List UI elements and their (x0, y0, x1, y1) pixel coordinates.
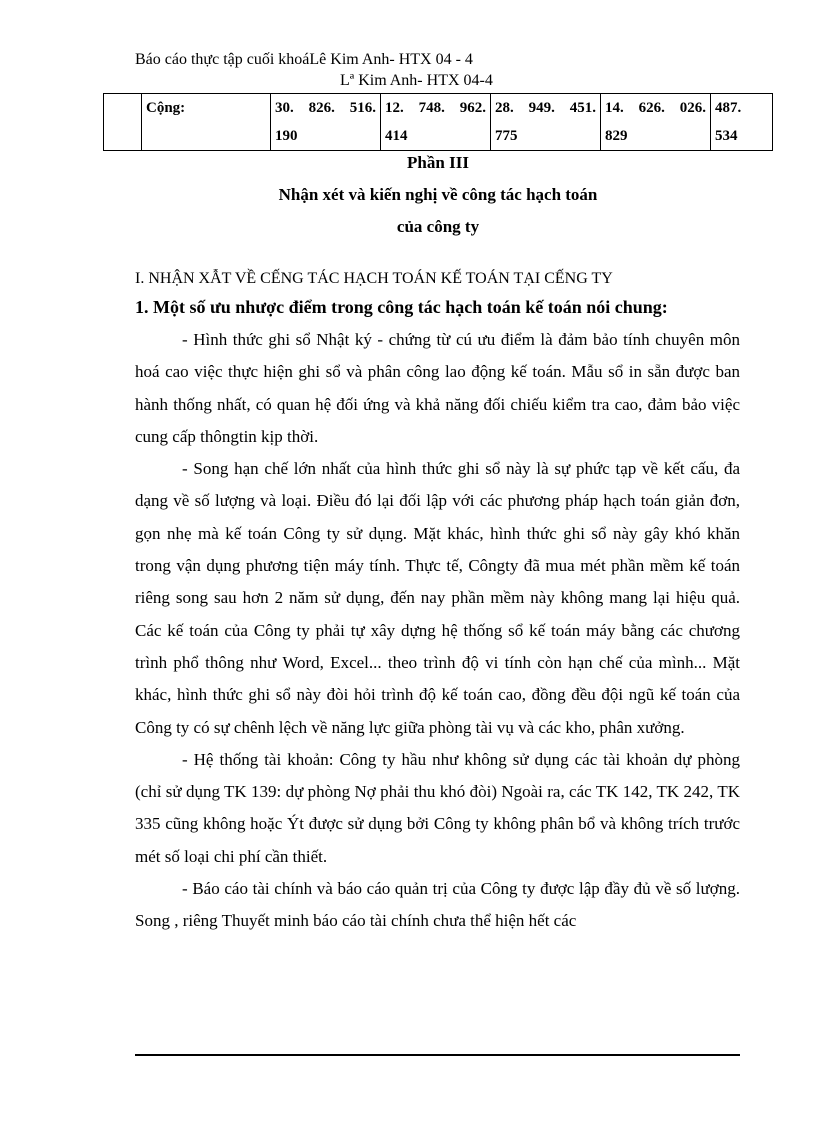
subsection-heading: 1. Một số ưu nhược điểm trong công tác hạch toán kế toán nói chung: (135, 297, 668, 317)
part-title-line2: của công ty (396, 217, 480, 236)
paragraph: - Hình thức ghi sổ Nhật ký - chứng từ cú ưu điểm là đảm bảo tính chuyên môn hoá cao việc thực hiện ghi sổ và phân công lao động kế toán. Mẫu sổ in sẵn được ban hành thống nhất, có quan hệ đối ứng và khả năng đối chiếu kiểm tra cao, đảm bảo việc cung cấp thôngtin kịp thời. (135, 330, 740, 446)
total-value-4: 14. 626. 026. 829 (601, 94, 711, 151)
totals-table (103, 93, 773, 151)
total-value-1: 30. 826. 516. 190 (271, 94, 381, 151)
paragraph: - Báo cáo tài chính và báo cáo quản trị của Công ty được lập đầy đủ về số lượng. Song , riêng Thuyết minh báo cáo tài chính chưa thể hiện hết các (135, 879, 740, 931)
part-title-line1: Nhận xét và kiến nghị về công tác hạch toán (278, 185, 598, 204)
paragraph: - Song hạn chế lớn nhất của hình thức ghi sổ này là sự phức tạp về kết cấu, đa dạng về số lượng và loại. Điều đó lại đối lập với các phương pháp hạch toán giản đơn, gọn nhẹ mà kế toán Công ty sử dụng. Mặt khác, hình thức ghi sổ này gây khó khăn trong vận dụng phương tiện máy tính. Thực tế, Côngty đã mua mét phần mềm kế toán riêng song sau hơn 2 năm sử dụng, đến nay phần mềm này không mang lại hiệu quả. Các kế toán của Công ty phải tự xây dựng hệ thống sổ kế toán máy bằng các chương trình phổ thông như Word, Excel... theo trình độ vi tính còn hạn chế của mình... Mặt khác, hình thức ghi sổ này đòi hỏi trình độ kế toán cao, đồng đều đội ngũ kế toán của Công ty có sự chênh lệch về năng lực giữa phòng tài vụ và các kho, phân xưởng. (135, 459, 740, 737)
total-value-5: 487. 534 (711, 94, 773, 151)
body-text (135, 324, 740, 938)
table-cell-empty (104, 94, 142, 151)
running-header-line1: Báo cáo thực tập cuối khoáLê Kim Anh- HTX 04 - 4 (135, 51, 473, 68)
footer-rule (135, 1054, 740, 1056)
running-header-line2: Lª Kim Anh- HTX 04-4 (340, 72, 493, 89)
total-value-2: 12. 748. 962. 414 (381, 94, 491, 151)
section-heading: I. NHẬN XẪT VỀ CẾNG TÁC HẠCH TOÁN KẾ TOÁN TẠI CẾNG TY (135, 270, 613, 287)
part-heading: Phần III (407, 153, 469, 172)
table-row (104, 94, 773, 151)
paragraph: - Hệ thống tài khoản: Công ty hầu như không sử dụng các tài khoản dự phòng (chỉ sử dụng TK 139: dự phòng Nợ phải thu khó đòi) Ngoài ra, các TK 142, TK 242, TK 335 cũng không hoặc Ýt được sử dụng bởi Công ty không phân bổ và không trích trước mét số loại chi phí cần thiết. (135, 749, 740, 866)
totals-label: Cộng: (142, 94, 271, 151)
total-value-3: 28. 949. 451. 775 (491, 94, 601, 151)
